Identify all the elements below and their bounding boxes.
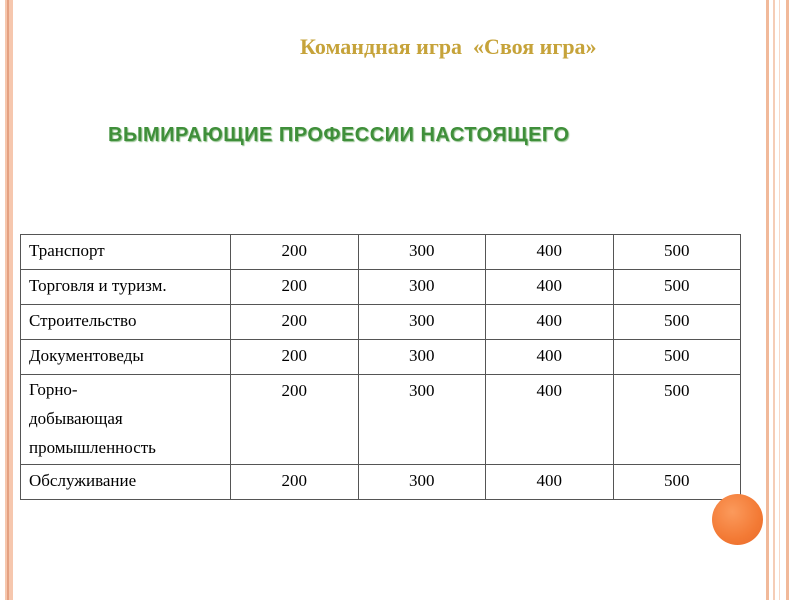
question-value-cell[interactable]: 200 [231,375,359,465]
right-decorative-line [779,0,780,600]
question-value-cell[interactable]: 400 [486,305,614,340]
question-value-cell[interactable]: 500 [613,235,741,270]
table-row [21,235,741,270]
question-value-cell[interactable]: 500 [613,375,741,465]
question-value-cell[interactable]: 300 [358,305,486,340]
question-value-cell[interactable]: 500 [613,270,741,305]
right-decorative-line [773,0,775,600]
question-value-cell[interactable]: 500 [613,340,741,375]
question-value-cell[interactable]: 200 [231,270,359,305]
category-cell: Документоведы [21,340,231,375]
question-value-cell[interactable]: 400 [486,375,614,465]
game-board-table [20,234,741,500]
question-value-cell[interactable]: 300 [358,270,486,305]
category-cell: Транспорт [21,235,231,270]
slide-heading-text: ВЫМИРАЮЩИЕ ПРОФЕССИИ НАСТОЯЩЕГО [108,124,570,146]
question-value-cell[interactable]: 300 [358,375,486,465]
question-value-cell[interactable]: 500 [613,305,741,340]
slide-subtitle: Командная игра «Своя игра» [300,34,597,59]
question-value-cell[interactable]: 300 [358,235,486,270]
question-value-cell[interactable]: 200 [231,465,359,500]
question-value-cell[interactable]: 200 [231,340,359,375]
right-decorative-line [766,0,769,600]
table-row [21,340,741,375]
question-value-cell[interactable]: 400 [486,270,614,305]
table-row [21,270,741,305]
category-cell: Торговля и туризм. [21,270,231,305]
category-cell: Горно- добывающая промышленность [21,375,231,465]
right-decorative-line [786,0,789,600]
question-value-cell[interactable]: 200 [231,305,359,340]
question-value-cell[interactable]: 500 [613,465,741,500]
table-row [21,375,741,465]
category-cell: Строительство [21,305,231,340]
table-row [21,465,741,500]
orange-circle-decoration [712,494,763,545]
question-value-cell[interactable]: 300 [358,340,486,375]
question-value-cell[interactable]: 400 [486,465,614,500]
table-row [21,305,741,340]
question-value-cell[interactable]: 300 [358,465,486,500]
question-value-cell[interactable]: 400 [486,340,614,375]
left-decorative-line [7,0,9,600]
question-value-cell[interactable]: 400 [486,235,614,270]
question-value-cell[interactable]: 200 [231,235,359,270]
category-cell: Обслуживание [21,465,231,500]
slide-heading [108,124,708,147]
